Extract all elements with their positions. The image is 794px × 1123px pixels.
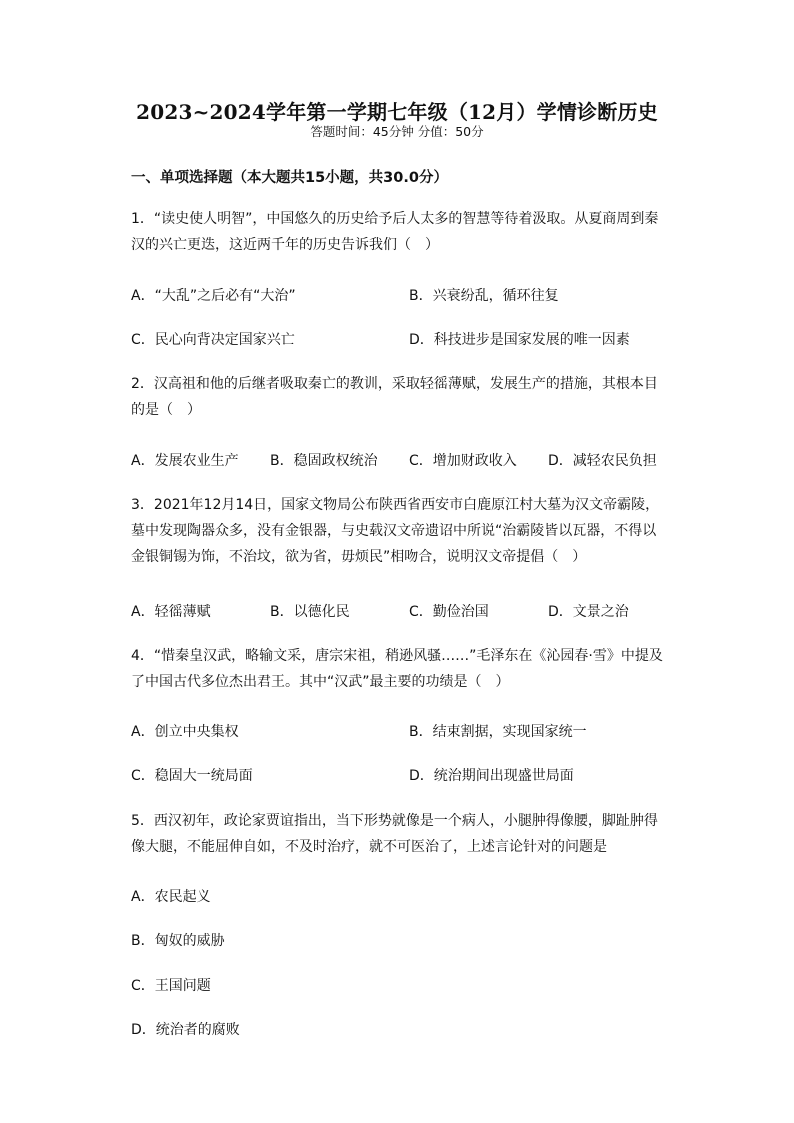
question-4-option-c: C．稳固大一统局面 [131,768,253,784]
question-1-option-c: C．民心向背决定国家兴亡 [131,332,295,348]
question-2-option-a: A．发展农业生产 [131,453,239,469]
question-4-option-b: B．结束割据，实现国家统一 [409,724,587,740]
exam-meta: 答题时间：45分钟 分值：50分 [310,124,484,139]
question-1-option-b: B．兴衰纷乱，循环往复 [409,288,559,304]
question-1-text: 1．“读史使人明智”，中国悠久的历史给予后人太多的智慧等待着汲取。从夏商周到秦汉的兴亡更迭，这近两千年的历史告诉我们（ ） [131,211,659,253]
question-5-option-a: A．农民起义 [131,889,211,905]
section-heading: 一、单项选择题（本大题共15小题，共30.0分） [131,170,448,186]
question-3-option-b: B．以德化民 [270,604,350,620]
page-title: 2023~2024学年第一学期七年级（12月）学情诊断历史 [136,100,658,124]
question-3-option-c: C．勤俭治国 [409,604,489,620]
question-2-option-c: C．增加财政收入 [409,453,517,469]
question-2-option-b: B．稳固政权统治 [270,453,378,469]
question-4-option-d: D．统治期间出现盛世局面 [409,768,574,784]
question-5-option-c: C．王国问题 [131,978,211,994]
question-5-text: 5．西汉初年，政论家贾谊指出，当下形势就像是一个病人，小腿肿得像腰，脚趾肿得像大腿，不能屈伸自如，不及时治疗，就不可医治了，上述言论针对的问题是 [131,813,658,855]
question-5-option-d: D．统治者的腐败 [131,1022,240,1038]
question-1-option-d: D．科技进步是国家发展的唯一因素 [409,332,630,348]
question-2-option-d: D．减轻农民负担 [548,453,657,469]
question-1-option-a: A．“大乱”之后必有“大治” [131,288,296,304]
question-2-text: 2．汉高祖和他的后继者吸取秦亡的教训，采取轻徭薄赋，发展生产的措施，其根本目的是（ ） [131,376,658,418]
question-3-option-a: A．轻徭薄赋 [131,604,211,620]
question-4-text: 4．“惜秦皇汉武，略输文采，唐宗宋祖，稍逊风骚……”毛泽东在《沁园春·雪》中提及了中国古代多位杰出君王。其中“汉武”最主要的功绩是（ ） [131,648,663,690]
question-4-option-a: A．创立中央集权 [131,724,239,740]
question-3-text: 3．2021年12月14日，国家文物局公布陕西省西安市白鹿原江村大墓为汉文帝霸陵，墓中发现陶器众多，没有金银器，与史载汉文帝遗诏中所说“治霸陵皆以瓦器，不得以金银铜锡为饰，不治坟，欲为省，毋烦民”相吻合，说明汉文帝提倡（ ） [131,497,660,565]
question-3-option-d: D．文景之治 [548,604,629,620]
question-5-option-b: B．匈奴的威胁 [131,933,225,949]
